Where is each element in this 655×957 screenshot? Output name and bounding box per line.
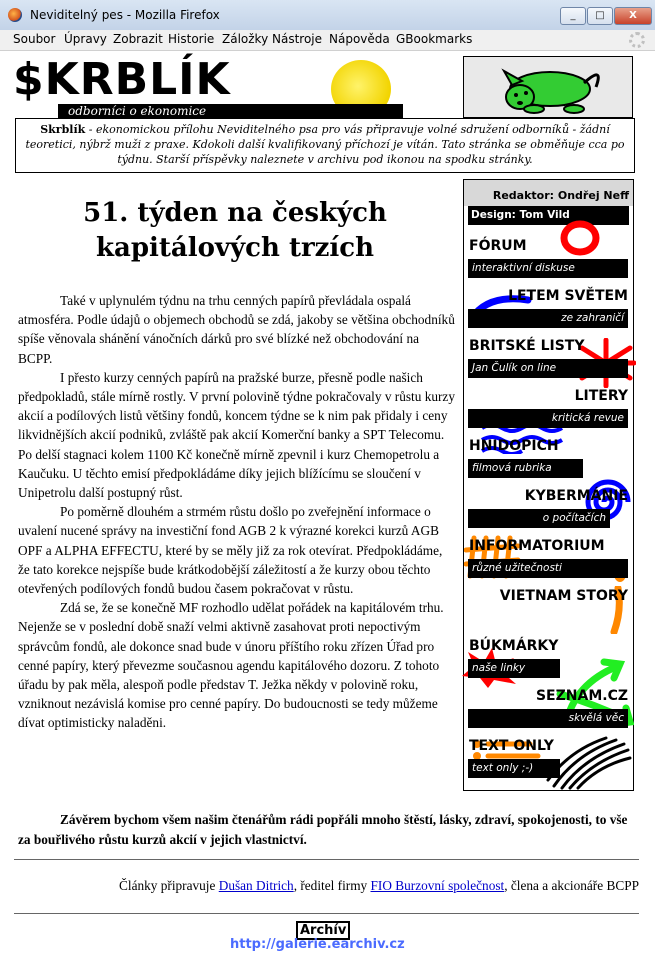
close-button[interactable]: X bbox=[614, 7, 652, 25]
editor-credit: Redaktor: Ondřej Neff bbox=[464, 180, 633, 206]
menu-soubor[interactable]: Soubor bbox=[13, 32, 56, 46]
article-title: 51. týden na českých kapitálových trzích bbox=[83, 198, 387, 263]
sidebar-item-label: HNIDOPICH bbox=[469, 438, 559, 454]
credits-prefix: Články připravuje bbox=[119, 878, 219, 893]
sidebar-item-forum[interactable] bbox=[468, 238, 630, 284]
dog-icon bbox=[464, 57, 632, 117]
sidebar-item-label: VIETNAM STORY bbox=[499, 588, 628, 604]
sidebar-item-label: LETEM SVĚTEM bbox=[508, 288, 628, 304]
sidebar-item-informatorium[interactable] bbox=[468, 538, 630, 584]
dog-logo-box[interactable] bbox=[463, 56, 633, 118]
window-title: Neviditelný pes - Mozilla Firefox bbox=[30, 8, 220, 22]
sidebar-item-sub: naše linky bbox=[468, 659, 560, 678]
sidebar-item-sub: text only ;-) bbox=[468, 759, 560, 778]
sidebar bbox=[463, 179, 634, 791]
footer-url[interactable]: http://galerie.earchiv.cz bbox=[230, 937, 405, 952]
credits-line bbox=[14, 878, 639, 894]
archive-button[interactable]: Archív bbox=[296, 921, 350, 940]
sidebar-item-label: KYBERMÁNIE bbox=[524, 488, 628, 504]
logo-text: $KRBLÍK bbox=[13, 54, 231, 105]
sidebar-item-text-only[interactable] bbox=[468, 738, 630, 784]
sidebar-item-litery[interactable] bbox=[468, 388, 630, 434]
sidebar-item-label: FÓRUM bbox=[469, 238, 527, 254]
menu-nastroje[interactable]: Nástroje bbox=[272, 32, 323, 46]
sidebar-item-vietnam-story[interactable] bbox=[468, 588, 630, 634]
menu-zobrazit[interactable]: Zobrazit bbox=[113, 32, 163, 46]
article-paragraph-1: Také v uplynulém týdnu na trhu cenných papírů převládala ospalá atmosféra. Podle údajů o objemech obchodů se zdá, jakoby se většina obchodníků spíše věnovala shánění vánočních dárků pro své blízké než obchodování na BCPP. bbox=[18, 293, 455, 366]
sidebar-item-sub: různé užitečnosti bbox=[468, 559, 628, 578]
article-closing: Závěrem bychom všem našim čtenářům rádi popřáli mnoho štěstí, lásky, zdraví, spokojenosti, to vše za bouřlivého růstu kurzů akcií v jejich vlastnictví. bbox=[18, 812, 628, 847]
sidebar-item-label: SEZNAM.CZ bbox=[535, 688, 628, 704]
menu-gbookmarks[interactable]: GBookmarks bbox=[396, 32, 473, 46]
skrblik-logo[interactable] bbox=[13, 56, 418, 120]
sidebar-item-label: BRITSKÉ LISTY bbox=[469, 338, 585, 354]
sidebar-item-label: TEXT ONLY bbox=[469, 738, 554, 754]
sidebar-item-sub: filmová rubrika bbox=[468, 459, 583, 478]
menu-historie[interactable]: Historie bbox=[168, 32, 215, 46]
sidebar-item-hnidopich[interactable] bbox=[468, 438, 630, 484]
design-credit: Design: Tom Vild bbox=[468, 206, 629, 225]
intro-box bbox=[15, 118, 635, 173]
sidebar-item-britske-listy[interactable] bbox=[468, 338, 630, 384]
article-paragraph-2: I přesto kurzy cenných papírů na pražské burze, přesně podle našich předpokladů, stále mírně rostly. V první polovině týdne pokračovaly v růstu kurzy akcií a podílových listů většiny fondů, koncem týdne se k nim pak přidaly i ceny likvidnějších akcií podniků, zvláště pak akcií Komerční banky a SPT Telecomu. Po delší stagnaci kolem 1100 Kč konečně mírně zpevnil i kurz Chemopetrolu a Kaučuku. U těchto emisí předpokládáme díky jejich blížícímu se sloučení v Unipetrolu další postupný růst. bbox=[18, 369, 455, 501]
sidebar-item-label: LITERY bbox=[574, 388, 628, 404]
window-titlebar bbox=[0, 0, 655, 31]
sidebar-item-label: BÚKMÁRKY bbox=[469, 638, 559, 654]
sidebar-item-sub: interaktivní diskuse bbox=[468, 259, 628, 278]
firefox-icon bbox=[8, 8, 22, 22]
logo-subtitle: odborníci o ekonomice bbox=[68, 104, 207, 118]
credits-middle: , ředitel firmy bbox=[293, 878, 371, 893]
sidebar-item-kybermanie[interactable] bbox=[468, 488, 630, 534]
menu-bar bbox=[0, 30, 655, 51]
menu-upravy[interactable]: Úpravy bbox=[64, 32, 107, 46]
divider-top bbox=[14, 859, 639, 860]
sidebar-item-sub: ze zahraničí bbox=[468, 309, 628, 328]
sidebar-item-label: INFORMATORIUM bbox=[469, 538, 605, 554]
divider-bottom bbox=[14, 913, 639, 914]
article-body bbox=[18, 291, 456, 733]
article-paragraph-3: Po poměrně dlouhém a strmém růstu došlo po zveřejnění informace o uvalení nucené správy na investiční fond AGB 2 k výrazné korekci kurzů AGB OPF a ALPHA EFFECTU, které by se měly již za rok otevírat. Předpokládáme, že tato korekce nejspíše bude krátkodobější záležitostí a že kurzy obou těchto otevřených podílových fondů budou časem pokračovat v růstu. bbox=[18, 504, 443, 597]
sidebar-item-sub: o počítačích bbox=[468, 509, 610, 528]
maximize-button[interactable]: □ bbox=[587, 7, 613, 25]
intro-text: - ekonomickou přílohu Neviditelného psa pro vás připravuje volné sdružení odborníků - žádní teoretici, nýbrž muži z praxe. Kdokoli další kvalifikovaný příchozí je vítán. Tato stránka se obměňuje cca po týdnu. Starší příspěvky naleznete v archivu pod ikonou na spodku stránky. bbox=[25, 123, 625, 166]
sidebar-item-letem-svetem[interactable] bbox=[468, 288, 630, 334]
menu-napoveda[interactable]: Nápověda bbox=[329, 32, 390, 46]
sidebar-item-seznam[interactable] bbox=[468, 688, 630, 734]
menu-zalozky[interactable]: Záložky bbox=[222, 32, 269, 46]
sidebar-item-sub: Jan Čulík on line bbox=[468, 359, 628, 378]
sidebar-item-sub: skvělá věc bbox=[468, 709, 628, 728]
article-paragraph-4: Zdá se, že se konečně MF rozhodlo udělat pořádek na kapitálovém trhu. Nejenže se v poslední době snaží velmi aktivně zasahovat proti nepoctivým správcům fondů, ale dokonce snad bude v únoru příštího roku zřízen Úřad pro cenné papíry, který převezme současnou agendu kapitálového dozoru. Z tohoto úřadu by pak měla, alespoň podle představ T. Ježka někdy v polovině roku, vzniknout nezávislá komise pro cenné papíry. Do budoucnosti se tedy můžeme dívat optimisticky naladěni. bbox=[18, 600, 444, 731]
sidebar-item-bukmarky[interactable] bbox=[468, 638, 630, 684]
intro-bold: Skrblík bbox=[40, 123, 86, 136]
throbber-icon bbox=[629, 32, 645, 48]
credits-suffix: , člena a akcionáře BCPP bbox=[504, 878, 639, 893]
company-link[interactable]: FIO Burzovní společnost bbox=[370, 878, 505, 893]
sidebar-item-sub: kritická revue bbox=[468, 409, 628, 428]
author-link[interactable]: Dušan Ditrich bbox=[218, 878, 294, 893]
page-content bbox=[0, 51, 655, 957]
minimize-button[interactable]: _ bbox=[560, 7, 586, 25]
